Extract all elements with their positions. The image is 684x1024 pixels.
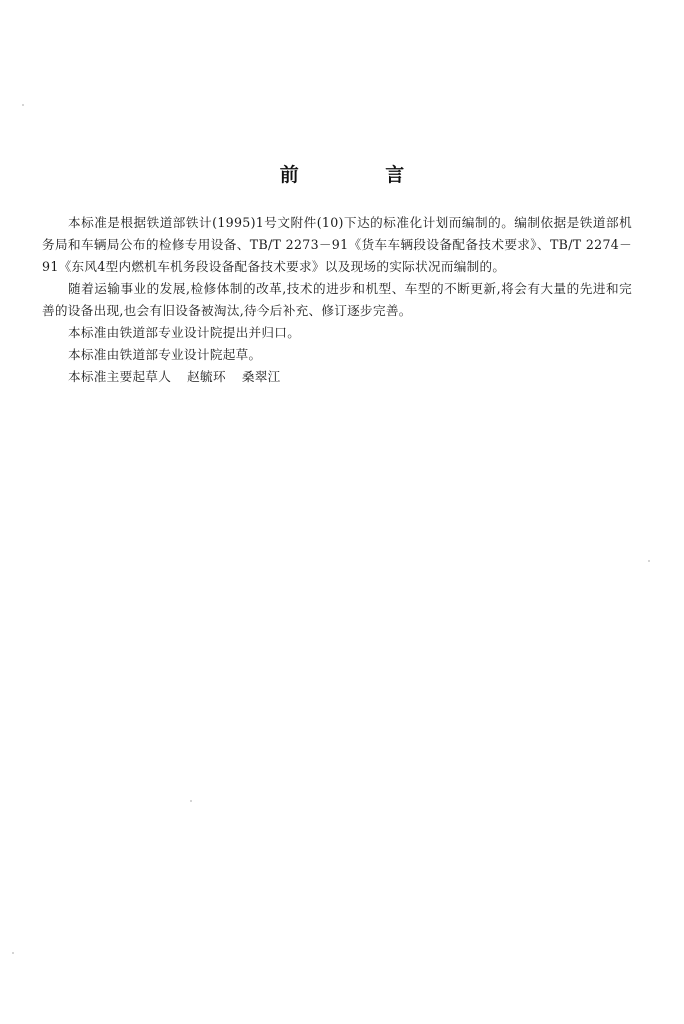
drafters-line [42, 366, 632, 388]
line-proposer: 本标准由铁道部专业设计院提出并归口。 [68, 325, 301, 340]
drafter-name: 桑翠江 [241, 369, 281, 384]
scan-speck [648, 560, 650, 562]
scan-speck [12, 952, 14, 954]
scan-speck [22, 104, 24, 106]
drafters-label: 本标准主要起草人 [68, 369, 172, 384]
scan-speck [190, 800, 192, 802]
paragraph-basis: 本标准是根据铁道部铁计(1995)1号文附件(10)下达的标准化计划而编制的。编制依据是铁道部机务局和车辆局公布的检修专用设备、TB/T 2273－91《货车车辆段设备配备技术要求》、TB/T 2274－91《东风4型内燃机车机务段设备配备技术要求》以及现场的实际状况而编制的。 [42, 215, 632, 274]
page-title: 前 言 [279, 164, 445, 186]
document-body [42, 212, 632, 388]
paragraph-outlook: 随着运输事业的发展,检修体制的改革,技术的进步和机型、车型的不断更新,将会有大量的先进和完善的设备出现,也会有旧设备被淘汰,待今后补充、修订逐步完善。 [42, 281, 632, 318]
line-drafting-unit: 本标准由铁道部专业设计院起草。 [68, 347, 262, 362]
drafter-name: 赵毓环 [187, 369, 226, 384]
